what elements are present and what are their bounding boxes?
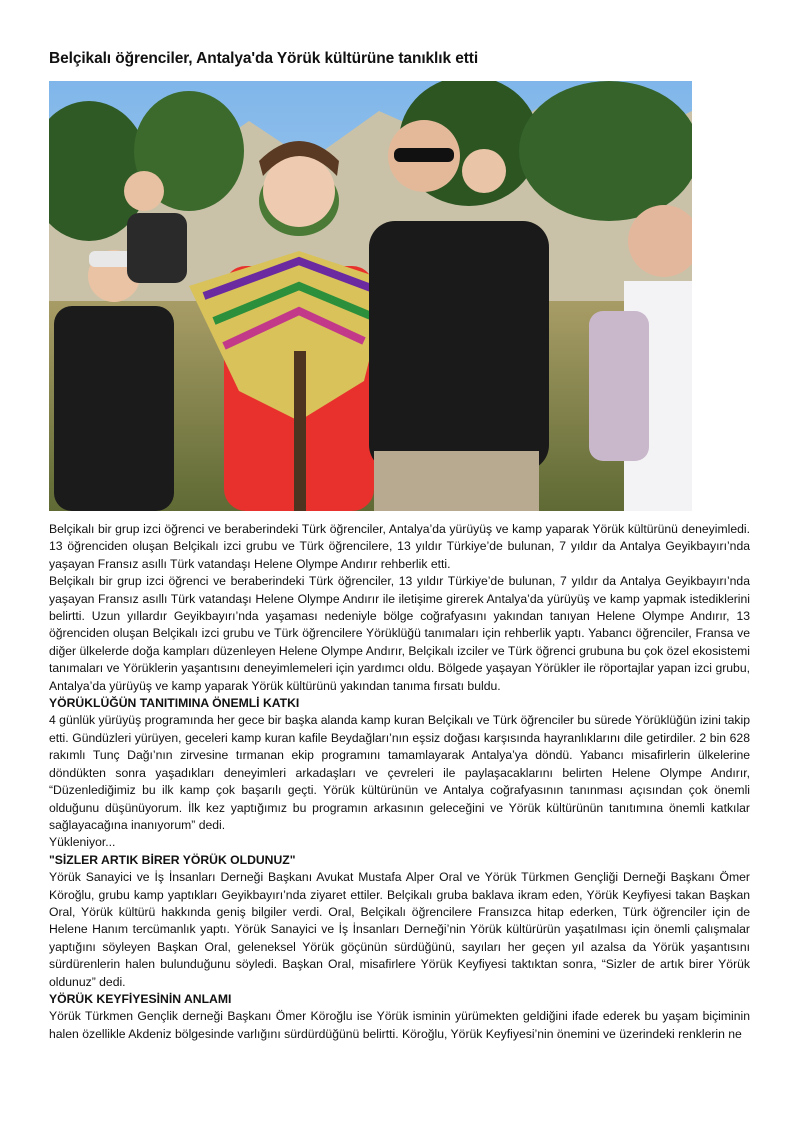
- article-body: [49, 521, 750, 1043]
- article-photo: [49, 81, 692, 511]
- photo-illustration: [49, 81, 692, 511]
- paragraph: Belçikalı bir grup izci öğrenci ve beraberindeki Türk öğrenciler, 13 yıldır Türkiye’de bulunan, 7 yıldır da Antalya Geyikbayırı’nda yaşayan Fransız asıllı Türk vatandaşı Helene Olympe Andırır ile iletişime girerek Antalya’da yürüyüş ve kamp yapmak istediklerini belirtti. Uzun yıllardır Geyikbayırı’nda yaşaması nedeniyle bölge coğrafyasını yakından tanıyan Helene Olympe Andırır, 13 öğrenciden oluşan Belçikalı izci grubu ve Türk öğrencilere Yörüklüğü tanımaları için rehberlik yaptı. Yabancı öğrenciler, Fransa ve diğer ülkelerde doğa kampları düzenleyen Helene Olympe Andırır, Belçikalı izciler ve Türk öğrenci grubuna bu çok özel ekosistemi tanımaları ve Yörüklerin yaşantısını deneyimlemeleri için yardımcı oldu. Bölgede yaşayan Yörükler ile röportajlar yapan izci grubu, Antalya’da yürüyüş ve kamp yaparak Yörük kültürünü yakından tanıma fırsatı buldu.: [49, 574, 750, 693]
- paragraph: Belçikalı bir grup izci öğrenci ve beraberindeki Türk öğrenciler, Antalya’da yürüyüş ve kamp yaparak Yörük kültürünü deneyimledi. 13 öğrenciden oluşan Belçikalı izci grubu ve Türk öğrencilere, 13 yıldır Türkiye’de bulunan, 7 yıldır da Antalya Geyikbayırı’nda yaşayan Fransız asıllı Türk vatandaşı Helene Olympe Andırır rehberlik etti.: [49, 522, 750, 571]
- section-heading: "SİZLER ARTIK BİRER YÖRÜK OLDUNUZ": [49, 852, 296, 867]
- paragraph: Yörük Türkmen Gençlik derneği Başkanı Ömer Köroğlu ise Yörük isminin yürümekten geldiğini ifade ederek bu yaşam biçiminin halen özellikle Akdeniz bölgesinde varlığını sürdürdüğünü belirtti. Köroğlu, Yörük Keyfiyesi’nin önemini ve üzerindeki renklerin ne: [49, 1009, 750, 1041]
- section-heading: YÖRÜKLÜĞÜN TANITIMINA ÖNEMLİ KATKI: [49, 696, 300, 711]
- article-title: Belçikalı öğrenciler, Antalya'da Yörük kültürüne tanıklık etti: [49, 50, 479, 67]
- paragraph: Yörük Sanayici ve İş İnsanları Derneği Başkanı Avukat Mustafa Alper Oral ve Yörük Türkmen Gençliği Derneği Başkanı Ömer Köroğlu, grubu kamp yaptıkları Geyikbayırı’nda ziyaret ettiler. Belçikalı gruba baklava ikram eden, Yörük Keyfiyesi takan Başkan Oral, Yörük kültürü hakkında geniş bilgiler verdi. Oral, Belçikalı öğrencilere Fransızca hitap ederken, Türk öğrenciler için de Helene Hanım tercümanlık yaptı. Yörük Sanayici ve İş İnsanları Derneği’nin Yörük kültürürün yaşatılması için önemli çalışmalar yaptığını söyleyen Başkan Oral, geleneksel Yörük göçünün sürdüğünü, sayıları her geçen yıl azalsa da Yörük yaşantısını sürdürenlerin halen bulunduğunu söyledi. Başkan Oral, misafirlere Yörük Keyfiyesi taktıktan sonra, “Sizler de artık birer Yörük oldunuz” dedi.: [49, 870, 750, 989]
- section-heading: YÖRÜK KEYFİYESİNİN ANLAMI: [49, 991, 232, 1006]
- paragraph: 4 günlük yürüyüş programında her gece bir başka alanda kamp kuran Belçikalı ve Türk öğrenciler bu sürede Yörüklüğün izini takip etti. Gündüzleri yürüyen, geceleri kamp kuran kafile Beydağları’nın eşsiz doğası karşısında hayranlıklarını dile getirdiler. 2 bin 628 rakımlı Tunç Dağı’nın zirvesine tırmanan ekip programını tamamlayarak Antalya’ya döndü. Yabancı misafirlerin ülkelerine döndükten sonra yaşadıkları deneyimleri arkadaşları ve çevreleri ile paylaşacaklarını belirten Helene Olympe Andırır, “Düzenlediğimiz bu ilk kamp çok başarılı geçti. Yörük kültürünün ve Antalya coğrafyasının tanınması açısından çok önemli olduğunu düşünüyorum. İlk kez yaptığımız bu programın arkasının geleceğini ve Yörük kültürünün tanıtımına önemli katkılar sağlayacağına inanıyorum” dedi.: [49, 713, 750, 832]
- loading-text: Yükleniyor...: [49, 835, 116, 850]
